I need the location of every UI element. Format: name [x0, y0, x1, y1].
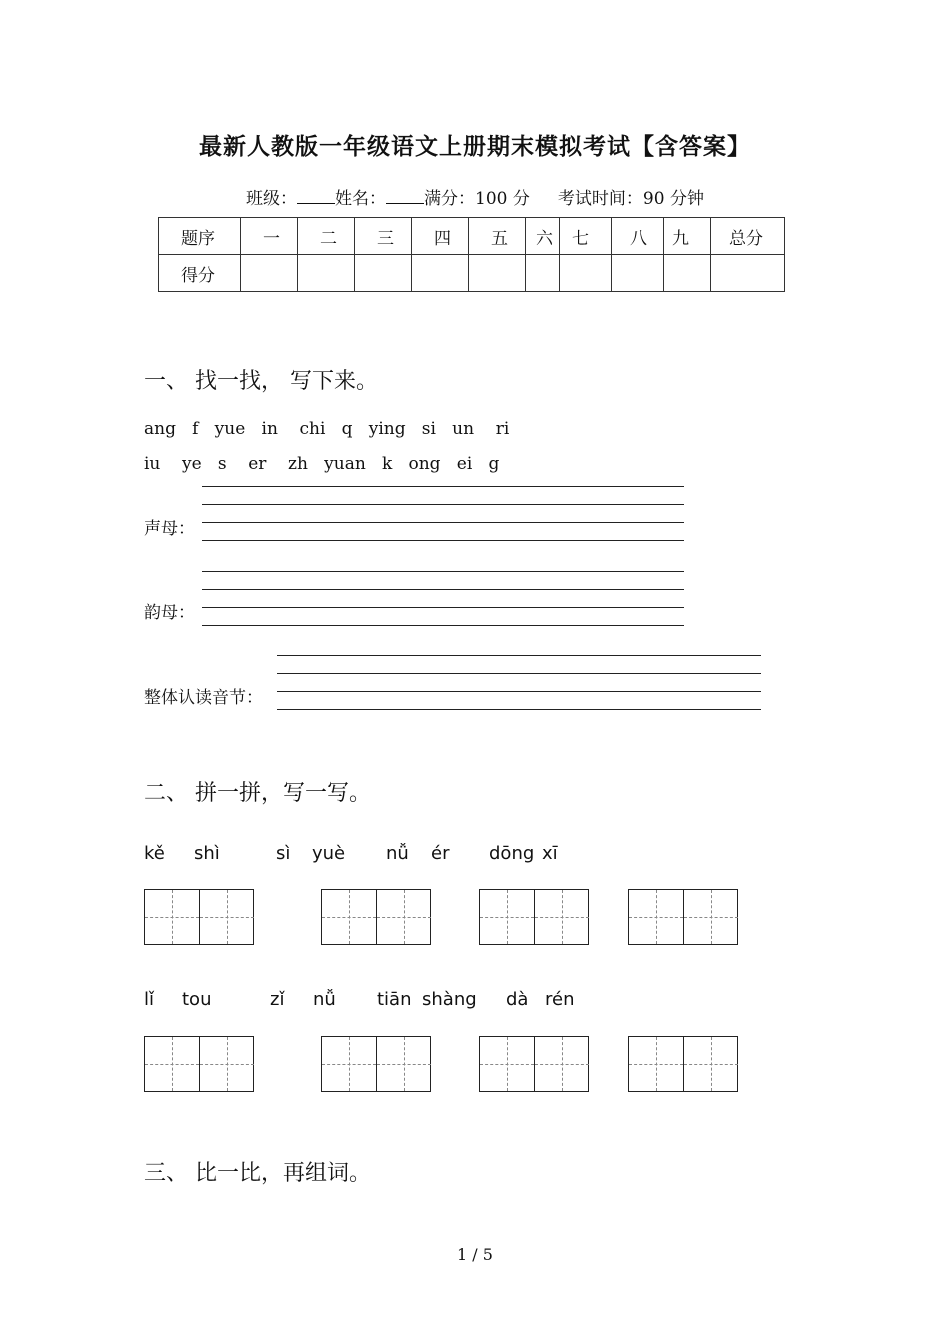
- pinyin-line-1: ang f yue in chi q ying si un ri: [144, 419, 510, 439]
- writing-line[interactable]: [202, 571, 684, 572]
- writing-line[interactable]: [202, 625, 684, 626]
- col-9: 九: [664, 218, 711, 255]
- col-7: 七: [560, 218, 612, 255]
- tianzige-box[interactable]: [144, 889, 254, 945]
- writing-line[interactable]: [202, 589, 684, 590]
- col-3: 三: [355, 218, 412, 255]
- score-cell[interactable]: [355, 255, 412, 292]
- page-number: 1 / 5: [457, 1245, 493, 1264]
- full-score: 满分：100 分: [424, 189, 530, 209]
- row-label: 得分: [159, 255, 241, 292]
- score-cell[interactable]: [526, 255, 560, 292]
- writing-line[interactable]: [202, 522, 684, 523]
- section1-title: 一、 找一找， 写下来。: [144, 369, 378, 394]
- pinyin-syllable: kě: [144, 843, 165, 864]
- name-label: 姓名：: [335, 189, 387, 209]
- score-cell[interactable]: [469, 255, 526, 292]
- pinyin-syllable: zǐ: [270, 989, 285, 1010]
- col-4: 四: [412, 218, 469, 255]
- writing-line[interactable]: [277, 709, 761, 710]
- col-1: 一: [241, 218, 298, 255]
- pinyin-syllable: rén: [545, 989, 575, 1010]
- page-title: 最新人教版一年级语文上册期末模拟考试【含答案】: [199, 133, 751, 160]
- pinyin-line-2: iu ye s er zh yuan k ong ei g: [144, 454, 500, 474]
- exam-time: 考试时间：90 分钟: [557, 189, 704, 209]
- pinyin-syllable: dōng: [489, 843, 535, 864]
- tianzige-box[interactable]: [628, 889, 738, 945]
- tianzige-box[interactable]: [321, 1036, 431, 1092]
- header-label: 题序: [159, 218, 241, 255]
- tianzige-box[interactable]: [321, 889, 431, 945]
- pinyin-syllable: nǚ: [386, 843, 409, 864]
- writing-line[interactable]: [202, 540, 684, 541]
- exam-info: [0, 184, 950, 209]
- pinyin-syllable: xī: [542, 843, 558, 864]
- tianzige-box[interactable]: [479, 889, 589, 945]
- pinyin-syllable: lǐ: [144, 989, 155, 1010]
- pinyin-syllable: tou: [182, 989, 212, 1010]
- score-cell[interactable]: [664, 255, 711, 292]
- score-cell[interactable]: [241, 255, 298, 292]
- pinyin-syllable: nǚ: [313, 989, 336, 1010]
- class-label: 班级：: [246, 189, 298, 209]
- col-2: 二: [298, 218, 355, 255]
- score-table-header-row: [159, 218, 785, 255]
- col-total: 总分: [711, 218, 785, 255]
- score-table: [158, 217, 785, 292]
- writing-line[interactable]: [202, 607, 684, 608]
- initials-label: 声母：: [144, 519, 195, 539]
- pinyin-syllable: ér: [431, 843, 450, 864]
- writing-line[interactable]: [277, 691, 761, 692]
- writing-line[interactable]: [277, 673, 761, 674]
- writing-line[interactable]: [277, 655, 761, 656]
- score-table-score-row: [159, 255, 785, 292]
- writing-line[interactable]: [202, 486, 684, 487]
- col-8: 八: [612, 218, 664, 255]
- tianzige-box[interactable]: [144, 1036, 254, 1092]
- score-cell[interactable]: [298, 255, 355, 292]
- pinyin-syllable: yuè: [312, 843, 346, 864]
- pinyin-syllable: shàng: [422, 989, 477, 1010]
- score-cell[interactable]: [711, 255, 785, 292]
- writing-line[interactable]: [202, 504, 684, 505]
- finals-label: 韵母：: [144, 603, 195, 623]
- score-cell[interactable]: [560, 255, 612, 292]
- col-5: 五: [469, 218, 526, 255]
- score-cell[interactable]: [412, 255, 469, 292]
- pinyin-syllable: shì: [194, 843, 220, 864]
- score-cell[interactable]: [612, 255, 664, 292]
- class-blank[interactable]: [297, 189, 335, 204]
- pinyin-syllable: dà: [506, 989, 529, 1010]
- name-blank[interactable]: [386, 189, 424, 204]
- col-6: 六: [526, 218, 560, 255]
- pinyin-syllable: sì: [276, 843, 291, 864]
- tianzige-box[interactable]: [479, 1036, 589, 1092]
- pinyin-syllable: tiān: [377, 989, 412, 1010]
- whole-syllable-label: 整体认读音节：: [144, 688, 263, 708]
- section3-title: 三、 比一比，再组词。: [144, 1161, 371, 1186]
- tianzige-box[interactable]: [628, 1036, 738, 1092]
- section2-title: 二、 拼一拼，写一写。: [144, 781, 371, 806]
